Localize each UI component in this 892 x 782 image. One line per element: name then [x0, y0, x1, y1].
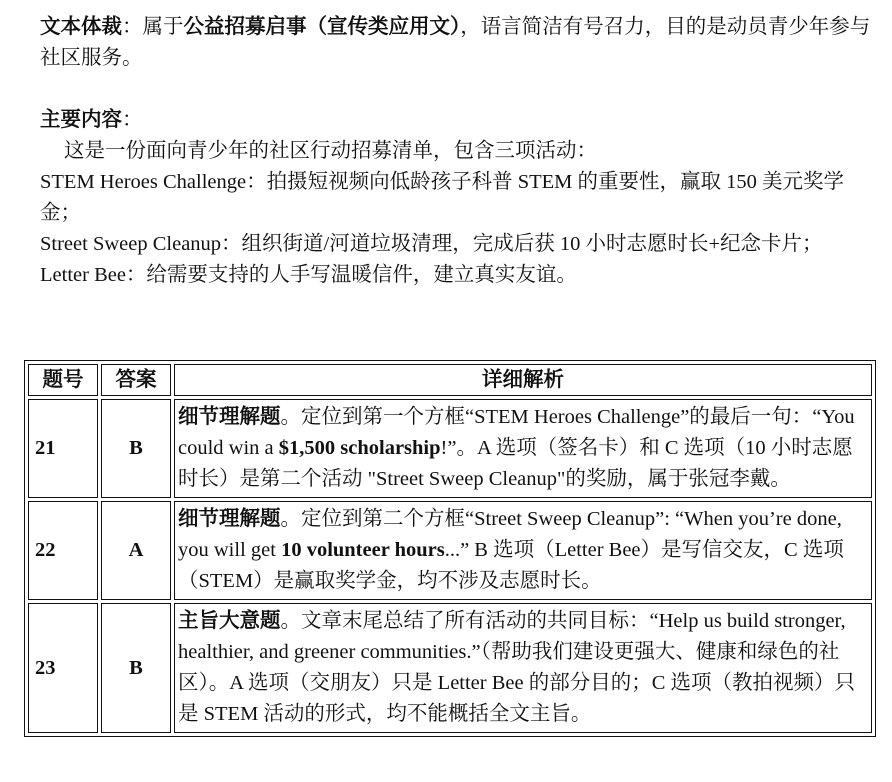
activity-cleanup: Street Sweep Cleanup：组织街道/河道垃圾清理，完成后获 10 小时志愿时长+纪念卡片； [40, 233, 823, 255]
header-explanation: 详细解析 [174, 364, 872, 396]
genre-label: 文本体裁 [40, 16, 122, 38]
answer-letter: A [101, 501, 171, 600]
genre-line [40, 12, 880, 74]
genre-type: 公益招募启事（宣传类应用文） [183, 16, 461, 38]
content-summary: 这是一份面向青少年的社区行动招募清单，包含三项活动： [64, 140, 597, 162]
table-row [28, 501, 872, 600]
answer-letter: B [101, 399, 171, 498]
activity-letter-bee: Letter Bee：给需要支持的人手写温暖信件，建立真实友谊。 [40, 264, 577, 286]
explanation-text: 。文章末尾总结了所有活动的共同目标：“Help us build stronger, healthier, and greener communities.”（帮助我们建设更强大、健康和绿色的社区）。A 选项（交朋友）只是 Letter Bee 的部分目的；C 选项（教拍视频）只是 STEM 活动的形式，均不能概括全文主旨。 [178, 610, 856, 725]
table-row [28, 603, 872, 733]
question-type: 主旨大意题 [178, 610, 281, 632]
header-answer: 答案 [101, 364, 171, 396]
table-row [28, 399, 872, 498]
answer-letter: B [101, 603, 171, 733]
explanation [174, 501, 872, 600]
activity-stem: STEM Heroes Challenge：拍摄短视频向低龄孩子科普 STEM 的重要性，赢取 150 美元奖学金； [40, 171, 845, 224]
explanation-keyword: $1,500 scholarship [278, 437, 441, 459]
question-number: 21 [28, 399, 98, 498]
explanation-text: !”。A 选项（签名卡）和 C 选项（10 小时志愿时长）是第二个活动 "Street Sweep Cleanup"的奖励，属于张冠李戴。 [178, 437, 853, 490]
explanation [174, 399, 872, 498]
explanation-text: ...” B 选项（Letter Bee）是写信交友，C 选项（STEM）是赢取奖学金，均不涉及志愿时长。 [178, 539, 844, 592]
question-number: 22 [28, 501, 98, 600]
genre-description: ，语言简洁有号召力，目的是动员青少年参与社区服务。 [40, 16, 871, 69]
content-heading [40, 105, 880, 136]
header-number: 题号 [28, 364, 98, 396]
question-type: 细节理解题 [178, 508, 281, 530]
explanation-text: 。定位到第一个方框“STEM Heroes Challenge”的最后一句：“You could win a [178, 406, 855, 459]
question-type: 细节理解题 [178, 406, 281, 428]
explanation [174, 603, 872, 733]
genre-colon: ：属于 [122, 16, 184, 38]
content-colon: ： [122, 109, 143, 131]
content-label: 主要内容 [40, 109, 122, 131]
question-number: 23 [28, 603, 98, 733]
answer-table [24, 360, 876, 737]
intro-section [40, 12, 880, 291]
explanation-text: 。定位到第二个方框“Street Sweep Cleanup”: “When you’re done, you will get [178, 508, 842, 561]
table-header-row [28, 364, 872, 396]
explanation-keyword: 10 volunteer hours [281, 539, 445, 561]
